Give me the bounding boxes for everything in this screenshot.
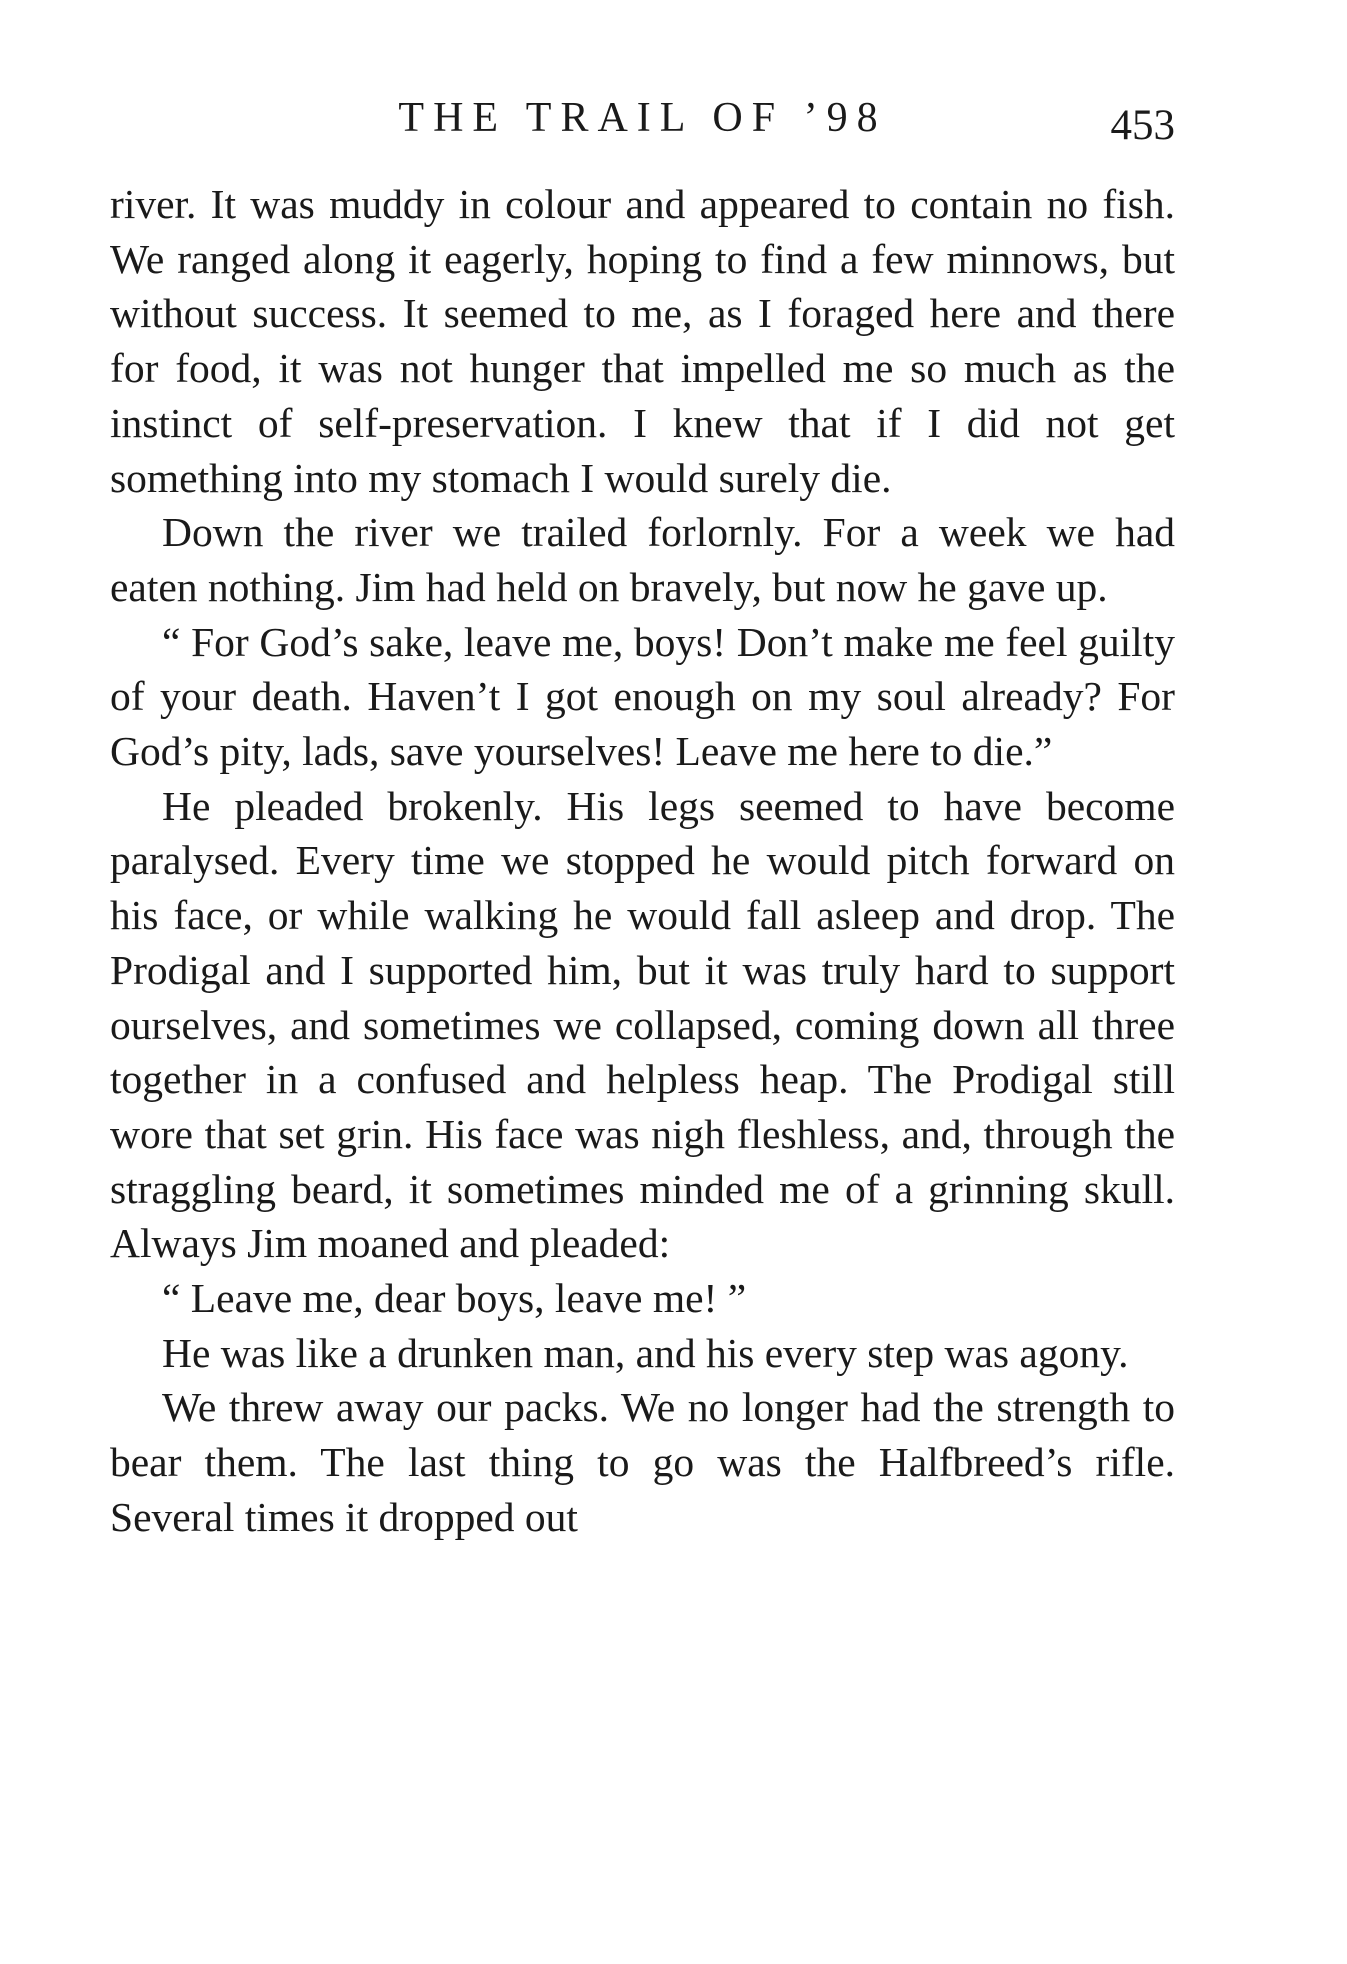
paragraph: “ Leave me, dear boys, leave me! ” bbox=[162, 1275, 747, 1322]
paragraph: Down the river we trailed forlornly. For a week we had eaten nothing. Jim had held on bravely, but now he gave up. bbox=[110, 509, 1175, 610]
paragraph: He pleaded brokenly. His legs seemed to have become paralysed. Every time we stopped he would pitch forward on his face, or while walking he would fall asleep and drop. The Prodigal and I supported him, but it was truly hard to support ourselves, and sometimes we collapsed, coming down all three together in a confused and helpless heap. The Prodigal still wore that set grin. His face was nigh fleshless, and, through the straggling beard, it sometimes minded me of a grinning skull. Always Jim moaned and pleaded: bbox=[110, 782, 1175, 1267]
paragraph: “ For God’s sake, leave me, boys! Don’t make me feel guilty of your death. Haven’t I got enough on my soul already? For God’s pity, lads, save yourselves! Leave me here to die.” bbox=[110, 618, 1175, 775]
paragraph: We threw away our packs. We no longer had the strength to bear them. The last thing to go was the Halfbreed’s rifle. Several times it dropped out bbox=[110, 1384, 1175, 1540]
paragraph: He was like a drunken man, and his every step was agony. bbox=[162, 1329, 1129, 1376]
running-title: THE TRAIL OF ’98 bbox=[398, 95, 887, 141]
paragraph: river. It was muddy in colour and appeared to contain no fish. We ranged along it eagerly, hoping to find a few minnows, but without success. It seemed to me, as I foraged here and there for food, it was not hunger that impelled me so much as the instinct of self-preservation. I knew that if I did not get something into my stomach I would surely die. bbox=[110, 181, 1175, 501]
page-header bbox=[110, 88, 1175, 148]
body-text bbox=[110, 177, 1175, 1545]
page-number: 453 bbox=[1110, 102, 1175, 149]
